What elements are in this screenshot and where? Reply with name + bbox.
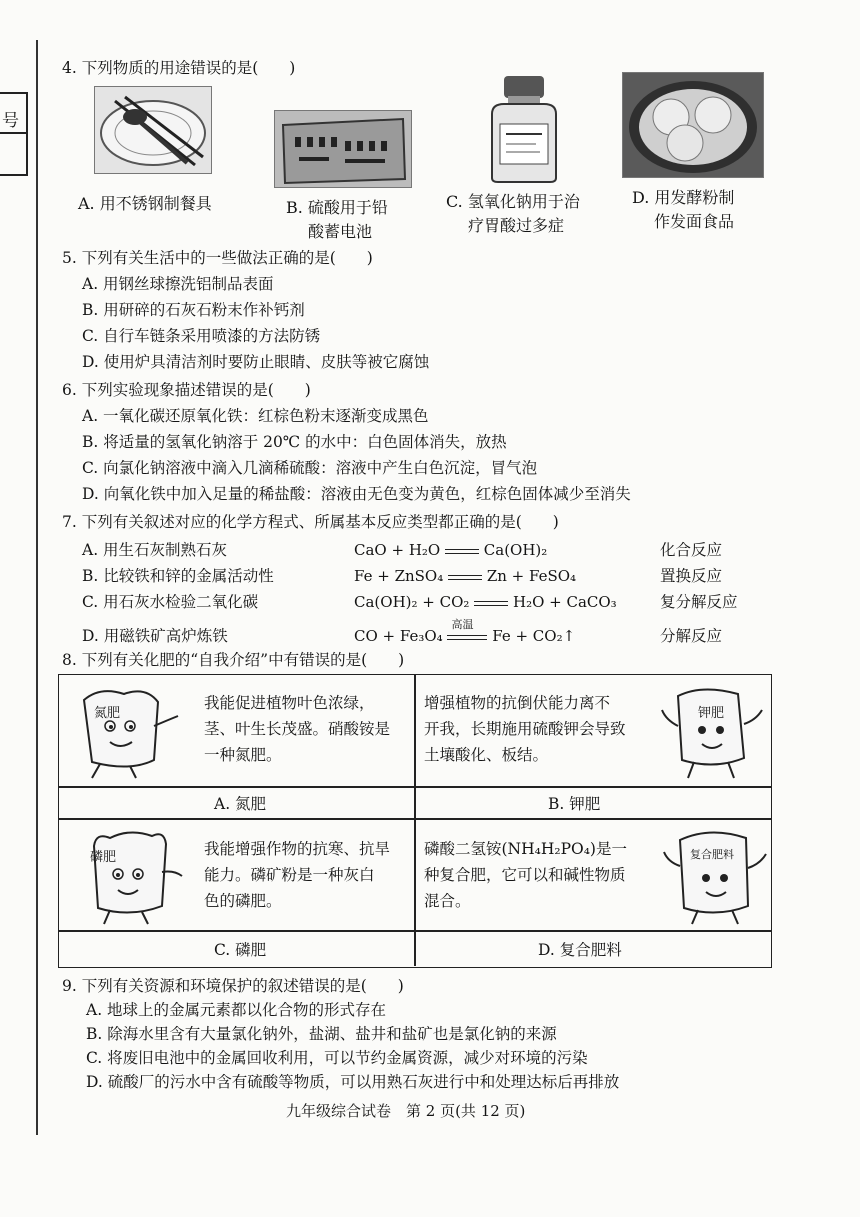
q8-table-hline-1 [58, 786, 772, 788]
q9-option-a: A. 地球上的金属元素都以化合物的形式存在 [86, 1001, 387, 1019]
q4-stem: 4. 下列物质的用途错误的是( ) [62, 59, 296, 77]
q6-option-c: C. 向氯化钠溶液中滴入几滴稀硫酸：溶液中产生白色沉淀，冒气泡 [82, 459, 538, 477]
q7-row-c-equation: Ca(OH)₂ + CO₂ H₂O + CaCO₃ [354, 593, 617, 611]
q7-row-d-type: 分解反应 [660, 627, 723, 645]
fertilizer-bag-character-icon [658, 680, 766, 782]
potassium-fertilizer-mascot [658, 680, 766, 782]
bag-label: 磷肥 [90, 850, 117, 865]
q7-row-c-type: 复分解反应 [660, 593, 738, 611]
q8-cell-c-text: 我能增强作物的抗寒、抗旱 能力。磷矿粉是一种灰白 色的磷肥。 [204, 840, 391, 910]
equals-sign [448, 575, 482, 580]
q7-row-a-type: 化合反应 [660, 541, 723, 559]
q6-stem: 6. 下列实验现象描述错误的是( ) [62, 381, 311, 399]
q7-row-b-equation: Fe + ZnSO₄ Zn + FeSO₄ [354, 567, 577, 585]
side-tab-divider [0, 132, 26, 134]
q8-table-vline [414, 674, 416, 966]
q6-option-a: A. 一氧化碳还原氧化铁：红棕色粉末逐渐变成黑色 [82, 407, 429, 425]
q4-image-steamed-buns [622, 72, 764, 178]
steamed-buns-illustration [623, 73, 763, 177]
q8-cell-d-text: 磷酸二氢铵(NH₄H₂PO₄)是一 种复合肥，它可以和碱性物质 混合。 [424, 840, 627, 910]
equals-sign-with-condition [447, 617, 487, 640]
q7-row-c-desc: C. 用石灰水检验二氧化碳 [82, 593, 259, 611]
q4-image-tableware [94, 86, 212, 174]
lead-acid-battery-illustration [275, 111, 411, 187]
q7-row-b-type: 置换反应 [660, 567, 723, 585]
q5-option-c: C. 自行车链条采用喷漆的方法防锈 [82, 327, 321, 345]
q7-row-b-desc: B. 比较铁和锌的金属活动性 [82, 567, 274, 585]
q6-option-d: D. 向氧化铁中加入足量的稀盐酸：溶液由无色变为黄色，红棕色固体减少至消失 [82, 485, 631, 503]
binding-line [36, 40, 38, 1135]
q8-cell-b-label: B. 钾肥 [548, 795, 601, 813]
fertilizer-bag-character-icon [662, 822, 768, 928]
equals-sign [474, 601, 508, 606]
q6-option-b: B. 将适量的氢氧化钠溶于 20℃ 的水中：白色固体消失，放热 [82, 433, 507, 451]
side-tab-label: 号 [2, 111, 19, 131]
q8-cell-a-label: A. 氮肥 [214, 795, 267, 813]
q8-cell-c-label: C. 磷肥 [214, 941, 267, 959]
q5-stem: 5. 下列有关生活中的一些做法正确的是( ) [62, 249, 373, 267]
q8-stem: 8. 下列有关化肥的“自我介绍”中有错误的是( ) [62, 651, 405, 669]
side-tab [0, 92, 28, 176]
q9-option-d: D. 硫酸厂的污水中含有硫酸等物质，可以用熟石灰进行中和处理达标后再排放 [86, 1073, 620, 1091]
q5-option-b: B. 用研碎的石灰石粉末作补钙剂 [82, 301, 305, 319]
q8-table-hline-3 [58, 930, 772, 932]
q4-option-d: D. 用发酵粉制 作发面食品 [632, 188, 735, 231]
q9-option-c: C. 将废旧电池中的金属回收利用，可以节约金属资源，减少对环境的污染 [86, 1049, 588, 1067]
reaction-condition: 高温 [451, 617, 474, 631]
q8-cell-d-label: D. 复合肥料 [538, 941, 622, 959]
reagent-bottle-illustration [484, 74, 564, 184]
tableware-illustration [95, 87, 211, 173]
q5-option-d: D. 使用炉具清洁剂时要防止眼睛、皮肤等被它腐蚀 [82, 353, 430, 371]
q4-option-a: A. 用不锈钢制餐具 [78, 194, 212, 213]
fertilizer-bag-character-icon [70, 680, 184, 782]
bag-label: 钾肥 [698, 706, 725, 721]
q7-row-d-equation: CO + Fe₃O₄ 高温 Fe + CO₂↑ [354, 617, 576, 645]
q7-row-d-desc: D. 用磁铁矿高炉炼铁 [82, 627, 228, 645]
compound-fertilizer-mascot [662, 822, 768, 928]
q4-image-naoh-bottle [484, 74, 564, 184]
q9-option-b: B. 除海水里含有大量氯化钠外，盐湖、盐井和盐矿也是氯化钠的来源 [86, 1025, 557, 1043]
q9-stem: 9. 下列有关资源和环境保护的叙述错误的是( ) [62, 977, 404, 995]
fertilizer-bag-character-icon [80, 822, 186, 928]
q4-image-battery [274, 110, 412, 188]
q8-table-hline-2 [58, 818, 772, 820]
q7-row-a-desc: A. 用生石灰制熟石灰 [82, 541, 228, 559]
q8-cell-a-text: 我能促进植物叶色浓绿， 茎、叶生长茂盛。硝酸铵是 一种氮肥。 [204, 694, 391, 764]
q8-cell-b-text: 增强植物的抗倒伏能力离不 开我，长期施用硫酸钾会导致 土壤酸化、板结。 [424, 694, 626, 764]
q7-row-a-equation: CaO + H₂O Ca(OH)₂ [354, 541, 548, 559]
equals-sign [445, 549, 479, 554]
q4-option-b: B. 硫酸用于铅 酸蓄电池 [286, 198, 388, 241]
q4-option-c: C. 氢氧化钠用于治 疗胃酸过多症 [446, 192, 580, 235]
phosphate-fertilizer-mascot [80, 822, 186, 928]
bag-label: 复合肥料 [690, 848, 734, 861]
q7-stem: 7. 下列有关叙述对应的化学方程式、所属基本反应类型都正确的是( ) [62, 513, 559, 531]
q5-option-a: A. 用钢丝球擦洗铝制品表面 [82, 275, 274, 293]
nitrogen-fertilizer-mascot [70, 680, 184, 782]
page-footer: 九年级综合试卷 第 2 页(共 12 页) [286, 1102, 526, 1120]
bag-label: 氮肥 [94, 706, 121, 721]
